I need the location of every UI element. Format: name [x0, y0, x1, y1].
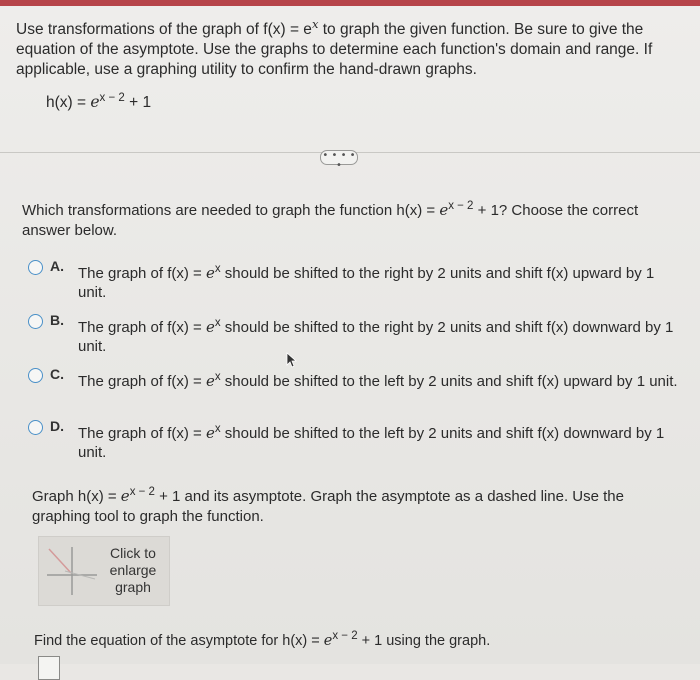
enlarge-line-3: graph: [115, 579, 151, 595]
option-d-exp: x: [214, 423, 221, 435]
option-b-base: e: [205, 318, 215, 336]
option-c-radio[interactable]: [28, 368, 43, 383]
enlarge-line-1: Click to: [110, 545, 156, 561]
graph-prompt-part-2: + 1 and its asymptote. Graph the asymptote as a dashed line. Use the graphing tool to graph the function.: [32, 488, 624, 525]
option-c-pre: The graph of f(x) =: [78, 373, 206, 390]
function-tail: + 1: [124, 94, 152, 111]
asymptote-part-2: + 1 using the graph.: [357, 633, 491, 649]
graph-thumbnail-icon: [45, 545, 99, 597]
given-function: [46, 92, 151, 112]
question-base: e: [439, 201, 449, 219]
option-a-letter: A.: [50, 258, 64, 274]
option-b-post: should be shifted to the right by 2 units and shift f(x) downward by 1 unit.: [78, 319, 674, 355]
option-d-letter: D.: [50, 418, 64, 434]
enlarge-graph-button[interactable]: [38, 536, 170, 606]
option-b-letter: B.: [50, 312, 64, 328]
option-d-radio[interactable]: [28, 420, 43, 435]
function-base: e: [90, 93, 100, 111]
option-c-letter: C.: [50, 366, 64, 382]
option-c-text: [78, 368, 678, 391]
option-c[interactable]: [28, 366, 678, 410]
asymptote-answer-input[interactable]: [38, 656, 60, 680]
option-b-text: [78, 314, 678, 356]
graph-prompt-exponent: x − 2: [129, 486, 155, 498]
option-b-pre: The graph of f(x) =: [78, 319, 206, 336]
option-d[interactable]: [28, 418, 678, 462]
option-b-radio[interactable]: [28, 314, 43, 329]
graph-prompt-base: e: [120, 487, 130, 505]
asymptote-part-1: Find the equation of the asymptote for h(x) =: [34, 633, 324, 649]
question-part-1: Which transformations are needed to graph the function h(x) =: [22, 202, 440, 219]
option-d-text: [78, 420, 678, 462]
enlarge-label: [101, 545, 165, 596]
option-c-exp: x: [214, 371, 221, 383]
option-a-text: [78, 260, 678, 302]
expand-more-button[interactable]: • • • • •: [320, 150, 358, 165]
mouse-cursor-icon: [286, 352, 300, 368]
option-a-post: should be shifted to the right by 2 units and shift f(x) upward by 1 unit.: [78, 265, 655, 301]
option-a-pre: The graph of f(x) =: [78, 265, 206, 282]
graph-prompt-part-1: Graph h(x) =: [32, 488, 121, 505]
enlarge-line-2: enlarge: [109, 562, 157, 578]
instructions-text: [16, 14, 686, 80]
option-a-radio[interactable]: [28, 260, 43, 275]
asymptote-exponent: x − 2: [332, 630, 358, 642]
asymptote-base: e: [323, 633, 333, 649]
question-text: [22, 196, 682, 241]
option-d-post: should be shifted to the left by 2 units and shift f(x) downward by 1 unit.: [78, 425, 665, 461]
function-exponent: x − 2: [99, 92, 125, 104]
option-c-base: e: [205, 372, 215, 390]
instructions-part-1: Use transformations of the graph of f(x) = e: [16, 21, 312, 38]
option-b[interactable]: [28, 312, 678, 356]
option-d-pre: The graph of f(x) =: [78, 425, 206, 442]
instructions-exponent: x: [311, 17, 319, 31]
function-lhs: h(x) =: [46, 94, 91, 111]
question-page: [0, 6, 700, 664]
asymptote-question: [34, 626, 654, 651]
question-part-2: + 1? Choose the correct answer below.: [22, 202, 639, 239]
instructions-part-2: to graph the given function. Be sure to give the equation of the asymptote. Use the graphs to determine each function's domain and range. If applicable, use a graphing utility to confirm the hand-drawn graphs.: [16, 21, 653, 78]
option-a-exp: x: [214, 263, 221, 275]
question-exponent: x − 2: [448, 200, 474, 212]
option-c-post: should be shifted to the left by 2 units and shift f(x) upward by 1 unit.: [220, 373, 678, 390]
option-a[interactable]: [28, 258, 678, 302]
option-b-exp: x: [214, 317, 221, 329]
graph-instructions: [32, 482, 652, 527]
option-a-base: e: [205, 264, 215, 282]
option-d-base: e: [205, 424, 215, 442]
